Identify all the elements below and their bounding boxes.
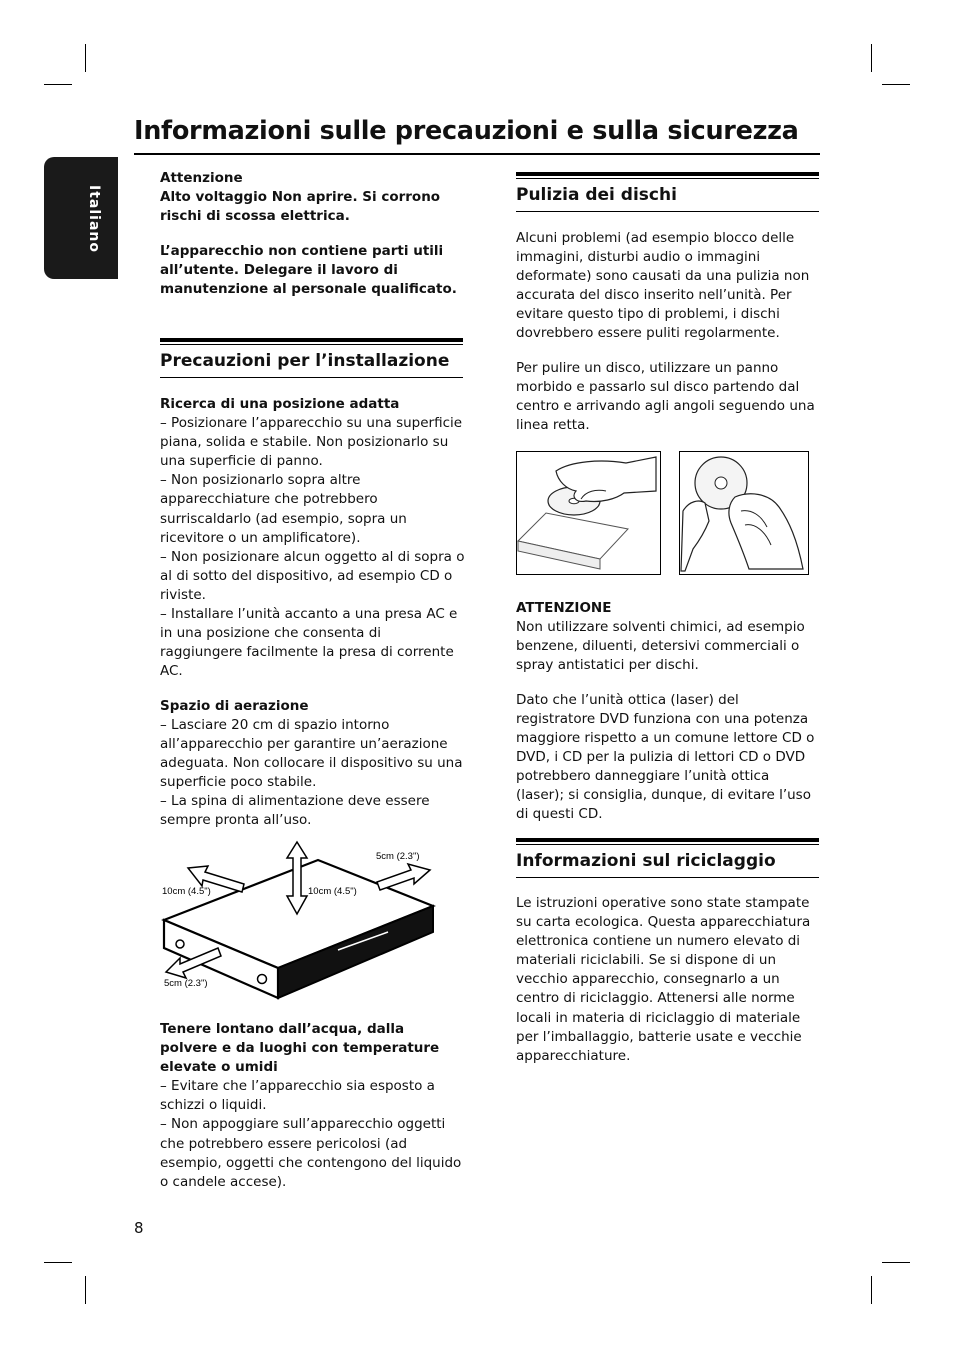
recycling-paragraph: Le istruzioni operative sono state stampate su carta ecologica. Questa apparecchiatura elettronica contiene un numero elevato di materiali riciclabili. Se si dispone di un vecchio apparecchio, consegnarlo a un centro di riciclaggio. Attenersi alle norme locali in materia di riciclaggio di materiale per l’imballaggio, batterie usate e vecchie apparecchiature. (516, 895, 811, 1064)
crop-mark (85, 44, 86, 72)
page-title: Informazioni sulle precauzioni e sulla sicurezza (134, 116, 799, 146)
caution-paragraph: Dato che l’unità ottica (laser) del registratore DVD funziona con una potenza maggiore rispetto a un comune lettore CD o DVD, i CD per la pulizia di lettori CD o DVD potrebbero danneggiare l’unità ottica (laser); si consiglia, dunque, di evitare l’uso di questi CD. (516, 691, 815, 823)
crop-mark (44, 1262, 72, 1263)
position-heading: Ricerca di una posizione adatta (160, 396, 400, 412)
crop-mark (882, 84, 910, 85)
position-item: – Non posizionarlo sopra altre apparecchiature che potrebbero surriscaldarlo (ad esempio, sopra un ricevitore o un amplificatore). (160, 472, 407, 546)
right-arrow (377, 864, 430, 890)
ventilation-heading: Spazio di aerazione (160, 697, 309, 714)
recycling-block (516, 894, 821, 1066)
crop-mark (85, 1276, 86, 1304)
installation-title: Precauzioni per l’installazione (160, 351, 450, 371)
language-tab-label: Italiano (86, 185, 102, 253)
cleaning-title: Pulizia dei dischi (516, 185, 677, 205)
device-button (176, 940, 184, 948)
ventilation-figure (158, 838, 448, 1008)
disc-cleaning-figure-2 (679, 451, 810, 576)
device-button (258, 975, 267, 984)
caution-paragraph: Non utilizzare solventi chimici, ad esempio benzene, diluenti, detersivi commerciali o spray antistatici per dischi. (516, 619, 805, 674)
crop-mark (44, 84, 72, 85)
water-item: – Non appoggiare sull’apparecchio oggetti che potrebbero essere pericolosi (ad esempio, oggetti che contengono del liquido o candele accese). (160, 1116, 462, 1190)
installation-header (160, 338, 463, 378)
figure-label-left: 10cm (4.5") (162, 886, 211, 897)
position-item: – Posizionare l’apparecchio su una superficie piana, solida e stabile. Non posizionarlo su una superficie di panno. (160, 415, 463, 470)
caution-block (516, 599, 821, 825)
water-block (160, 1020, 465, 1192)
language-tab (44, 157, 118, 279)
warning-heading: Attenzione (160, 170, 243, 186)
title-rule (134, 153, 820, 155)
warning-line2: L’apparecchio non contiene parti utili all’utente. Delegare il lavoro di manutenzione al personale qualificato. (160, 242, 457, 297)
crop-mark (871, 1276, 872, 1304)
ventilation-item: – La spina di alimentazione deve essere sempre pronta all’uso. (160, 793, 430, 829)
page-number: 8 (134, 1219, 144, 1237)
recycling-header (516, 838, 819, 878)
crop-mark (871, 44, 872, 72)
caution-heading: ATTENZIONE (516, 600, 612, 616)
water-heading: Tenere lontano dall’acqua, dalla polvere e da luoghi con temperature elevate o umidi (160, 1021, 440, 1076)
cleaning-block (516, 229, 821, 435)
disc-cleaning-figure-1 (516, 451, 662, 576)
cleaning-paragraph: Alcuni problemi (ad esempio blocco delle immagini, disturbi audio o immagini deformate) sono causati da una pulizia non accurata del disco inserito nell’unità. Per evitare questo tipo di problemi, i dischi dovrebbero essere puliti regolarmente. (516, 230, 810, 342)
position-item: – Non posizionare alcun oggetto al di sopra o al di sotto del dispositivo, ad esempio CD o riviste. (160, 548, 465, 603)
figure-label-right: 10cm (4.5") (308, 886, 357, 897)
installation-block (160, 395, 465, 831)
figure-label-bottom-left: 5cm (2.3") (164, 978, 208, 989)
cleaning-paragraph: Per pulire un disco, utilizzare un panno morbido e passarlo sul disco partendo dal centro e arrivando agli angoli seguendo una linea retta. (516, 360, 815, 434)
recycling-title: Informazioni sul riciclaggio (516, 851, 776, 871)
figure-label-top-right: 5cm (2.3") (376, 851, 420, 862)
warning-block (160, 169, 460, 299)
warning-line1: Alto voltaggio Non aprire. Si corrono rischi di scossa elettrica. (160, 189, 441, 225)
cleaning-header (516, 172, 819, 212)
water-item: – Evitare che l’apparecchio sia esposto a schizzi o liquidi. (160, 1078, 435, 1114)
crop-mark (882, 1262, 910, 1263)
ventilation-item: – Lasciare 20 cm di spazio intorno all’apparecchio per garantire un’aerazione adeguata. Non collocare il dispositivo su una superficie poco stabile. (160, 717, 463, 791)
position-item: – Installare l’unità accanto a una presa AC e in una posizione che consenta di raggiungere facilmente la presa di corrente AC. (160, 606, 458, 680)
